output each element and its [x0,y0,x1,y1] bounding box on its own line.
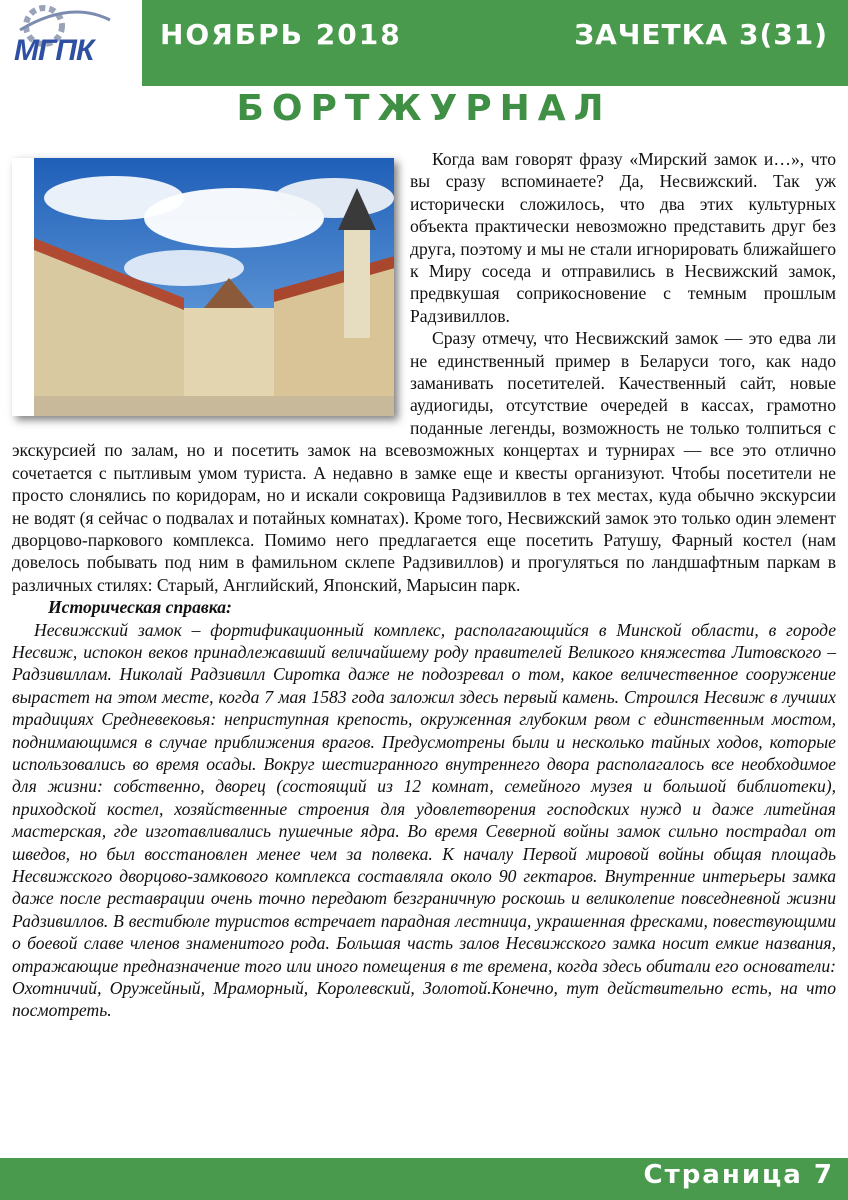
history-title: Историческая справка: [48,597,232,618]
section-title: БОРТЖУРНАЛ [236,88,612,129]
castle-photo [12,158,394,416]
article-intro: Когда вам говорят фразу «Мирский замок и…», что вы сразу вспоминаете? Да, Несвижский. Так уж исторически сложилось, что два этих культурных объекта практически невозможно представить друг без друга, поэтому и мы не стали игнорировать ближайшего к Миру соседа и отправились в Несвижский замок, предвкушая соприкосновение с темным прошлым Радзивиллов. [12,148,836,327]
page-number: Страница 7 [643,1160,834,1190]
article [12,148,836,1022]
logo-text: МГПК [14,34,94,67]
history-section [12,596,836,1022]
issue-date: НОЯБРЬ 2018 [160,18,402,51]
logo [0,0,142,86]
history-text: Несвижский замок – фортификационный комплекс, располагающийся в Минской области, в городе Несвиж, испокон веков принадлежавший величайшему роду правителей Великого княжества Литовского – Радзивиллам. Николай Радзивилл Сиротка даже не подозревал о том, какое величественное сооружение вырастет на этом месте, когда 7 мая 1583 года заложил здесь первый камень. Строился Несвиж в лучших традициях Средневековья: неприступная крепость, окруженная глубоким рвом с единственным мостом, поднимающимся в случае приближения врагов. Предусмотрены были и несколько тайных ходов, которые использовались во время осады. Вокруг шестигранного внутреннего двора располагалось все необходимое для жизни: собственно, дворец (состоящий из 12 комнат, семейного музея и большой библиотеки), приходской костел, хозяйственные строения для удовлетворения господских нужд и даже литейная мастерская, где изготавливались пушечные ядра. Во время Северной войны замок сильно пострадал от шведов, но был восстановлен менее чем за полвека. К началу Первой мировой войны общая площадь Несвижского дворцово-замкового комплекса составляла около 90 гектаров. Внутренние интерьеры замка даже после реставрации очень точно передают безграничную роскошь и великолепие повседневной жизни Радзивиллов. В вестибюле туристов встречает парадная лестница, украшенная фресками, повествующими о боевой славе членов знаменитого рода. Большая часть залов Несвижского замка носит емкие названия, отражающие предназначение того или иного помещения в те времена, когда здесь обитали его основатели: Охотничий, Оружейный, Мраморный, Королевский, Золотой.Конечно, тут действительно есть, на что посмотреть. [12,619,836,1021]
article-body: Сразу отмечу, что Несвижский замок — это едва ли не единственный пример в Беларуси того, как надо заманивать посетителей. Качественный сайт, новые аудиогиды, отсутствие очередей в кассах, грамотно поданные легенды, возможность не только толпиться с экскурсией по залам, но и посетить замок на всевозможных концертах и турнирах — все это отлично сочетается с пытливым умом туриста. А недавно в замке еще и квесты организуют. Чтобы посетители не просто слонялись по коридорам, но и искали сокровища Радзивиллов в тех местах, куда обычно экскурсии не водят (я сейчас о подвалах и потайных комнатах). Кроме того, Несвижский замок это только один элемент дворцово-паркового комплекса. Помимо него предлагается еще посетить Ратушу, Фарный костел (нам довелось побывать под ним в фамильном склепе Радзивиллов) и прогуляться по ландшафтным паркам в различных стиляx: Старый, Английский, Японский, Марысин парк. [12,328,836,595]
issue-number: ЗАЧЕТКА 3(31) [574,18,828,51]
castle-photo-image [34,158,394,416]
